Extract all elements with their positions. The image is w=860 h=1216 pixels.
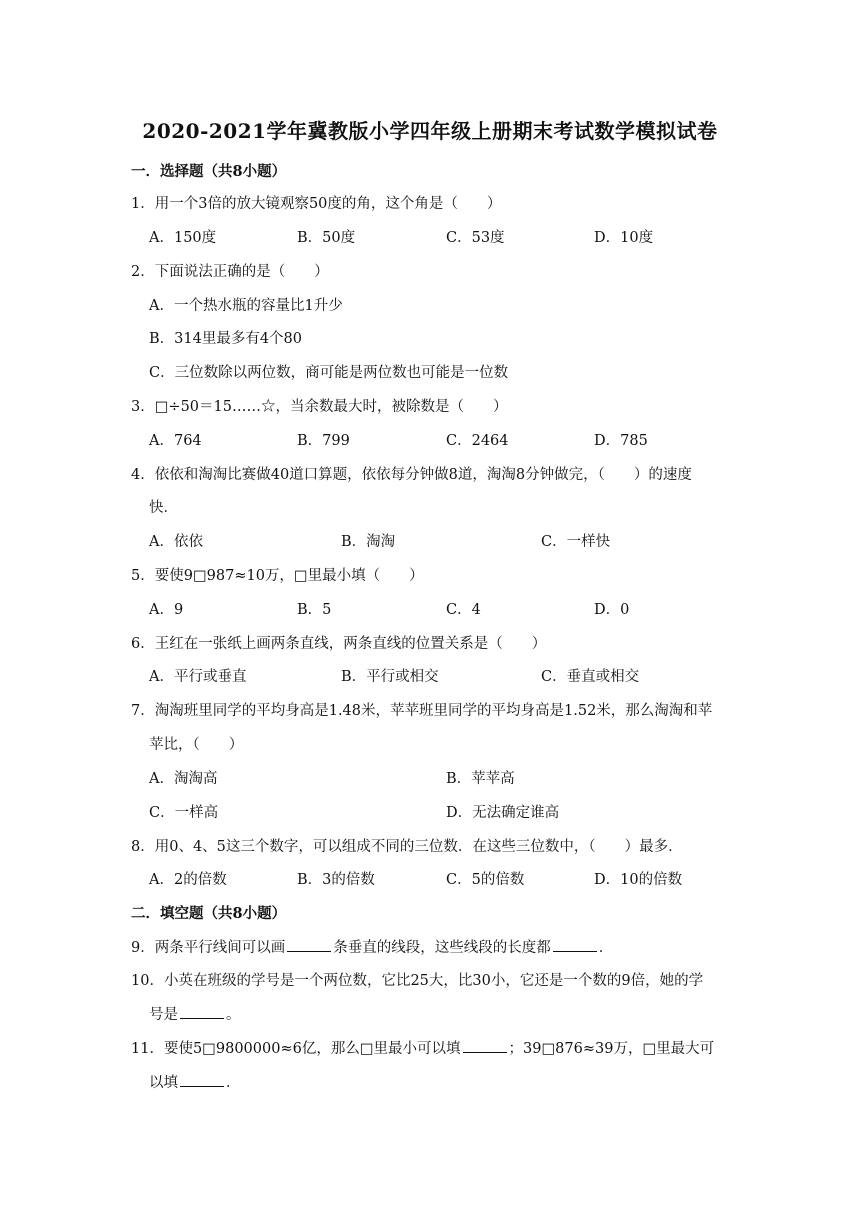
q9-text-c: ．	[598, 940, 614, 956]
q5-option-d: D．0	[594, 602, 630, 618]
question-11-continued	[149, 1071, 241, 1092]
q5-option-b: B．5	[297, 602, 332, 618]
answer-blank[interactable]	[180, 1074, 224, 1087]
q8-option-c: C．5的倍数	[446, 872, 525, 888]
q2-option-c: C．三位数除以两位数，商可能是两位数也可能是一位数	[149, 365, 509, 381]
q10-text-a: 号是	[149, 1007, 178, 1023]
q8-option-d: D．10的倍数	[594, 872, 683, 888]
q2-option-b: B．314里最多有4个80	[149, 331, 303, 347]
q6-option-a: A．平行或垂直	[149, 669, 247, 685]
q3-option-d: D．785	[594, 433, 648, 449]
q11-text-b: ；39□876≈39万，□里最大可	[508, 1041, 715, 1057]
answer-blank[interactable]	[287, 939, 331, 952]
question-2: 2．下面说法正确的是（ ）	[131, 264, 329, 280]
question-7: 7．淘淘班里同学的平均身高是1.48米，苹苹班里同学的平均身高是1.52米，那么淘淘和苹	[131, 703, 713, 719]
q7-option-a: A．淘淘高	[149, 771, 218, 787]
q2-option-a: A．一个热水瓶的容量比1升少	[149, 298, 343, 314]
section-fill-heading: 二．填空题（共8小题）	[131, 905, 287, 922]
q9-text-a: 9．两条平行线间可以画	[131, 940, 286, 956]
q4-option-c: C．一样快	[541, 534, 611, 550]
answer-blank[interactable]	[553, 939, 597, 952]
question-4: 4．依依和淘淘比赛做40道口算题，依依每分钟做8道，淘淘8分钟做完，（ ）的速度	[131, 467, 692, 483]
q1-option-d: D．10度	[594, 230, 654, 246]
q6-option-c: C．垂直或相交	[541, 669, 640, 685]
question-10-continued	[149, 1003, 241, 1024]
q4-option-a: A．依依	[149, 534, 203, 550]
q11-text-a: 11．要使5□9800000≈6亿，那么□里最小可以填	[131, 1041, 461, 1057]
q7-option-b: B．苹苹高	[446, 771, 515, 787]
q3-option-a: A．764	[149, 433, 202, 449]
q5-option-a: A．9	[149, 602, 184, 618]
q4-option-b: B．淘淘	[341, 534, 396, 550]
question-7-continued: 苹比，（ ）	[149, 737, 244, 753]
question-9	[131, 936, 613, 957]
question-8: 8．用0、4、5这三个数字，可以组成不同的三位数．在这些三位数中，（ ）最多．	[131, 839, 683, 855]
q3-option-c: C．2464	[446, 433, 509, 449]
q11-text-d: ．	[226, 1075, 241, 1091]
answer-blank[interactable]	[180, 1006, 224, 1019]
question-1: 1．用一个3倍的放大镜观察50度的角，这个角是（ ）	[131, 196, 502, 212]
question-4-continued: 快．	[149, 500, 178, 516]
question-11	[131, 1037, 714, 1058]
q7-option-c: C．一样高	[149, 805, 219, 821]
q8-option-b: B．3的倍数	[297, 872, 375, 888]
question-3: 3．□÷50＝15……☆，当余数最大时，被除数是（ ）	[131, 399, 508, 415]
q7-option-d: D．无法确定谁高	[446, 805, 560, 821]
q1-option-c: C．53度	[446, 230, 505, 246]
q8-option-a: A．2的倍数	[149, 872, 227, 888]
section-choice-heading: 一．选择题（共8小题）	[131, 163, 287, 180]
question-10: 10．小英在班级的学号是一个两位数，它比25大，比30小，它还是一个数的9倍，她的学	[131, 973, 704, 989]
q1-option-b: B．50度	[297, 230, 356, 246]
question-6: 6．王红在一张纸上画两条直线，两条直线的位置关系是（ ）	[131, 636, 547, 652]
q10-text-b: 。	[226, 1007, 241, 1023]
exam-title: 2020-2021学年冀教版小学四年级上册期末考试数学模拟试卷	[142, 119, 718, 143]
q3-option-b: B．799	[297, 433, 350, 449]
q5-option-c: C．4	[446, 602, 481, 618]
question-5: 5．要使9□987≈10万，□里最小填（ ）	[131, 568, 424, 584]
q1-option-a: A．150度	[149, 230, 217, 246]
q9-text-b: 条垂直的线段，这些线段的长度都	[333, 940, 551, 956]
answer-blank[interactable]	[463, 1040, 507, 1053]
q6-option-b: B．平行或相交	[341, 669, 439, 685]
q11-text-c: 以填	[149, 1075, 178, 1091]
